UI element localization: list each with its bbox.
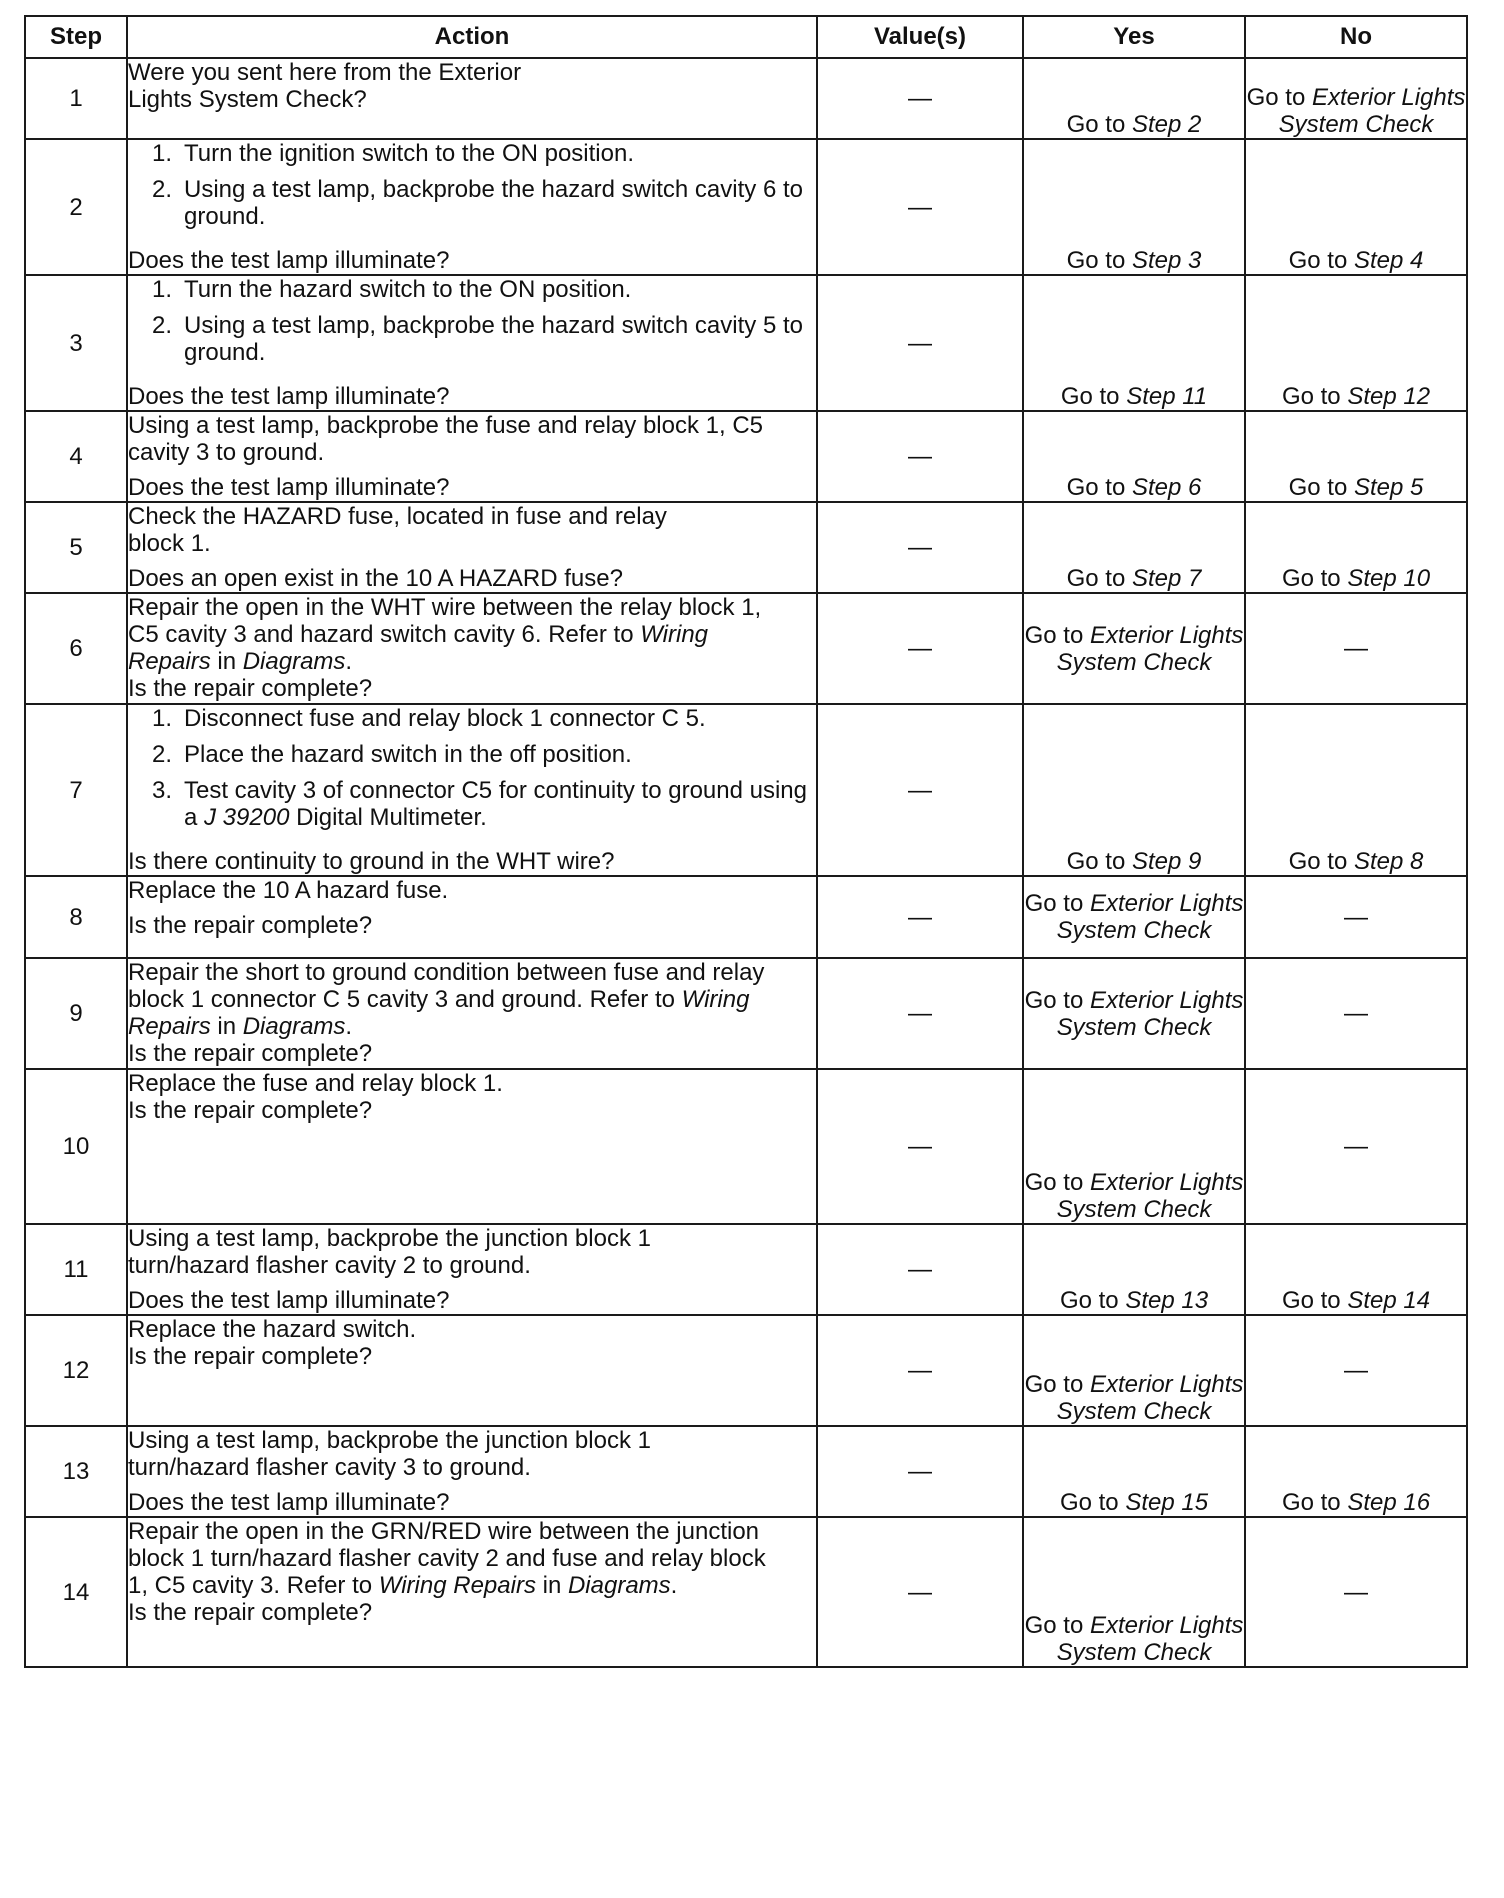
- no-cell: [1245, 593, 1467, 704]
- question-text: Does the test lamp illuminate?: [128, 383, 450, 410]
- action-cell: [127, 411, 817, 502]
- yes-prefix: Go to: [1066, 474, 1132, 501]
- no-prefix: Go to: [1281, 1489, 1348, 1516]
- no-cell: [1245, 704, 1467, 876]
- question-text: Is the repair complete?: [128, 1343, 373, 1370]
- yes-prefix: Go to: [1066, 111, 1132, 138]
- yes-target: Step 6: [1131, 474, 1202, 501]
- diagnostic-table: [24, 15, 1468, 1668]
- no-target: Step 14: [1347, 1287, 1431, 1314]
- step-number: 13: [25, 1426, 127, 1517]
- yes-prefix: Go to: [1060, 383, 1127, 410]
- yes-cell: [1023, 1069, 1245, 1224]
- yes-cell: [1023, 502, 1245, 593]
- question-text: Is the repair complete?: [128, 1097, 373, 1124]
- reference-link: Diagrams: [567, 1572, 671, 1599]
- action-cell: [127, 502, 817, 593]
- question-text: Is the repair complete?: [128, 1040, 373, 1067]
- step-number: 12: [25, 1315, 127, 1426]
- header-row: [25, 16, 1467, 58]
- value-cell: —: [817, 411, 1023, 502]
- value-cell: —: [817, 704, 1023, 876]
- action-item: Place the hazard switch in the off position.: [184, 741, 632, 768]
- no-prefix: —: [1344, 903, 1368, 931]
- header-action: Action: [127, 16, 817, 58]
- yes-target: Step 9: [1131, 848, 1202, 875]
- action-item: Using a test lamp, backprobe the hazard switch cavity 5 to ground.: [184, 312, 803, 366]
- yes-cell: [1023, 876, 1245, 958]
- table-row: [25, 58, 1467, 139]
- reference-link: Wiring Repairs: [128, 986, 750, 1040]
- action-cell: [127, 1069, 817, 1224]
- yes-prefix: Go to: [1024, 621, 1090, 649]
- no-target: Step 16: [1347, 1489, 1431, 1516]
- action-cell: [127, 958, 817, 1069]
- question-text: Does an open exist in the 10 A HAZARD fuse?: [128, 565, 623, 592]
- yes-target: Exterior Lights System Check: [1056, 986, 1244, 1041]
- step-number: 1: [25, 58, 127, 139]
- yes-cell: [1023, 275, 1245, 411]
- question-text: Is the repair complete?: [128, 675, 373, 702]
- question-text: Is there continuity to ground in the WHT wire?: [128, 848, 615, 875]
- step-number: 4: [25, 411, 127, 502]
- question-text: Does the test lamp illuminate?: [128, 1489, 450, 1516]
- no-prefix: Go to: [1288, 848, 1354, 875]
- yes-prefix: Go to: [1024, 1371, 1090, 1398]
- question-text: Is the repair complete?: [128, 912, 373, 939]
- question-text: Does the test lamp illuminate?: [128, 1287, 450, 1314]
- yes-prefix: Go to: [1024, 986, 1090, 1014]
- action-cell: [127, 275, 817, 411]
- reference-link: Wiring Repairs: [378, 1572, 536, 1599]
- reference-link: Diagrams: [242, 1013, 346, 1040]
- no-target: Step 8: [1353, 848, 1424, 875]
- action-text: Using a test lamp, backprobe the junction block 1 turn/hazard flasher cavity 3 to ground.: [128, 1427, 651, 1481]
- no-cell: [1245, 58, 1467, 139]
- step-number: 11: [25, 1224, 127, 1315]
- step-number: 6: [25, 593, 127, 704]
- action-text: Using a test lamp, backprobe the fuse and relay block 1, C5 cavity 3 to ground.: [128, 412, 764, 466]
- step-number: 5: [25, 502, 127, 593]
- yes-cell: [1023, 1426, 1245, 1517]
- yes-target: Step 15: [1125, 1489, 1209, 1516]
- action-item: Test cavity 3 of connector C5 for continuity to ground using a J 39200 Digital Multimeter.: [184, 777, 808, 831]
- step-number: 3: [25, 275, 127, 411]
- yes-cell: [1023, 593, 1245, 704]
- no-cell: [1245, 958, 1467, 1069]
- yes-cell: [1023, 958, 1245, 1069]
- yes-target: Step 7: [1131, 565, 1202, 592]
- value-cell: —: [817, 275, 1023, 411]
- yes-cell: [1023, 704, 1245, 876]
- yes-target: Exterior Lights System Check: [1056, 1612, 1244, 1666]
- action-item: Using a test lamp, backprobe the hazard switch cavity 6 to ground.: [184, 176, 803, 230]
- question-text: Does the test lamp illuminate?: [128, 247, 450, 274]
- no-prefix: —: [1344, 1133, 1368, 1160]
- no-target: Step 10: [1347, 565, 1431, 592]
- table-row: [25, 593, 1467, 704]
- no-cell: [1245, 502, 1467, 593]
- table-row: [25, 876, 1467, 958]
- step-number: 10: [25, 1069, 127, 1224]
- header-values: Value(s): [817, 16, 1023, 58]
- yes-prefix: Go to: [1066, 247, 1132, 274]
- yes-prefix: Go to: [1066, 565, 1132, 592]
- action-text: Replace the fuse and relay block 1.: [128, 1070, 503, 1097]
- header-yes: Yes: [1023, 16, 1245, 58]
- action-cell: [127, 1315, 817, 1426]
- action-cell: [127, 593, 817, 704]
- yes-prefix: Go to: [1024, 890, 1090, 917]
- action-text: Replace the 10 A hazard fuse.: [128, 877, 449, 904]
- table-row: [25, 1315, 1467, 1426]
- value-cell: —: [817, 1224, 1023, 1315]
- action-text: Using a test lamp, backprobe the junction block 1 turn/hazard flasher cavity 2 to ground.: [128, 1225, 651, 1279]
- no-prefix: Go to: [1246, 84, 1312, 111]
- table-row: [25, 139, 1467, 275]
- yes-cell: [1023, 139, 1245, 275]
- yes-cell: [1023, 58, 1245, 139]
- step-number: 8: [25, 876, 127, 958]
- table-row: [25, 1426, 1467, 1517]
- step-number: 14: [25, 1517, 127, 1667]
- value-cell: —: [817, 1069, 1023, 1224]
- yes-prefix: Go to: [1024, 1612, 1090, 1639]
- table-row: [25, 1069, 1467, 1224]
- header-no: No: [1245, 16, 1467, 58]
- no-cell: [1245, 876, 1467, 958]
- yes-cell: [1023, 1517, 1245, 1667]
- action-text: Replace the hazard switch.: [128, 1316, 417, 1343]
- no-prefix: Go to: [1281, 565, 1348, 592]
- yes-target: Step 11: [1126, 383, 1208, 410]
- action-text: Check the HAZARD fuse, located in fuse and relay block 1.: [128, 503, 667, 557]
- action-cell: [127, 139, 817, 275]
- no-cell: [1245, 1517, 1467, 1667]
- no-prefix: —: [1344, 635, 1368, 662]
- value-cell: —: [817, 958, 1023, 1069]
- yes-target: Step 13: [1125, 1287, 1209, 1314]
- no-target: Step 5: [1353, 474, 1424, 501]
- value-cell: —: [817, 139, 1023, 275]
- no-cell: [1245, 411, 1467, 502]
- table-row: [25, 958, 1467, 1069]
- yes-prefix: Go to: [1059, 1287, 1126, 1314]
- value-cell: —: [817, 502, 1023, 593]
- yes-cell: [1023, 1224, 1245, 1315]
- yes-cell: [1023, 411, 1245, 502]
- value-cell: —: [817, 1426, 1023, 1517]
- value-cell: —: [817, 1315, 1023, 1426]
- table-row: [25, 1517, 1467, 1667]
- yes-prefix: Go to: [1024, 1169, 1090, 1196]
- yes-target: Exterior Lights System Check: [1056, 890, 1244, 944]
- yes-prefix: Go to: [1059, 1489, 1126, 1516]
- no-prefix: Go to: [1288, 474, 1354, 501]
- value-cell: —: [817, 58, 1023, 139]
- question-text: Is the repair complete?: [128, 1599, 373, 1626]
- step-number: 7: [25, 704, 127, 876]
- header-step: Step: [25, 16, 127, 58]
- no-cell: [1245, 1224, 1467, 1315]
- yes-cell: [1023, 1315, 1245, 1426]
- action-list: [128, 140, 816, 239]
- no-prefix: Go to: [1288, 247, 1354, 274]
- step-number: 2: [25, 139, 127, 275]
- yes-target: Exterior Lights System Check: [1056, 1169, 1244, 1223]
- action-text: Repair the open in the WHT wire between the relay block 1, C5 cavity 3 and hazard switch cavity 6. Refer to Wiring Repairs in Diagrams.: [128, 594, 762, 675]
- value-cell: —: [817, 1517, 1023, 1667]
- no-cell: [1245, 1315, 1467, 1426]
- no-prefix: Go to: [1281, 1287, 1348, 1314]
- yes-target: Step 3: [1131, 247, 1202, 274]
- yes-target: Exterior Lights System Check: [1056, 621, 1244, 676]
- yes-target: Exterior Lights System Check: [1056, 1371, 1244, 1425]
- step-number: 9: [25, 958, 127, 1069]
- question-text: Does the test lamp illuminate?: [128, 474, 450, 501]
- action-list: [128, 705, 816, 840]
- action-text: Repair the open in the GRN/RED wire between the junction block 1 turn/hazard flasher cavity 2 and fuse and relay block 1, C5 cavity 3. Refer to Wiring Repairs in Diagrams.: [128, 1518, 766, 1599]
- reference-link: Wiring Repairs: [128, 621, 709, 675]
- action-text: Repair the short to ground condition between fuse and relay block 1 connector C 5 cavity 3 and ground. Refer to Wiring Repairs in Diagrams.: [128, 959, 765, 1040]
- action-list: [128, 276, 816, 375]
- no-cell: [1245, 1426, 1467, 1517]
- yes-target: Step 2: [1131, 111, 1202, 138]
- action-cell: [127, 58, 817, 139]
- no-prefix: Go to: [1281, 383, 1348, 410]
- action-cell: [127, 1517, 817, 1667]
- table-row: [25, 1224, 1467, 1315]
- action-cell: [127, 1224, 817, 1315]
- no-cell: [1245, 1069, 1467, 1224]
- value-cell: —: [817, 593, 1023, 704]
- action-cell: [127, 1426, 817, 1517]
- no-target: Step 4: [1353, 247, 1424, 274]
- action-text: Were you sent here from the Exterior Lights System Check?: [128, 59, 522, 113]
- no-target: Exterior Lights System Check: [1278, 84, 1466, 138]
- action-item: Disconnect fuse and relay block 1 connector C 5.: [184, 705, 706, 732]
- no-cell: [1245, 275, 1467, 411]
- no-target: Step 12: [1347, 383, 1431, 410]
- action-cell: [127, 876, 817, 958]
- table-row: [25, 411, 1467, 502]
- no-cell: [1245, 139, 1467, 275]
- table-row: [25, 704, 1467, 876]
- no-prefix: —: [1344, 1000, 1368, 1027]
- value-cell: —: [817, 876, 1023, 958]
- yes-prefix: Go to: [1066, 848, 1132, 875]
- reference-link: Diagrams: [242, 648, 346, 675]
- action-item: Turn the ignition switch to the ON position.: [184, 140, 634, 167]
- table-row: [25, 275, 1467, 411]
- no-prefix: —: [1344, 1578, 1368, 1606]
- table-row: [25, 502, 1467, 593]
- action-cell: [127, 704, 817, 876]
- action-item: Turn the hazard switch to the ON position.: [184, 276, 632, 303]
- no-prefix: —: [1344, 1357, 1368, 1384]
